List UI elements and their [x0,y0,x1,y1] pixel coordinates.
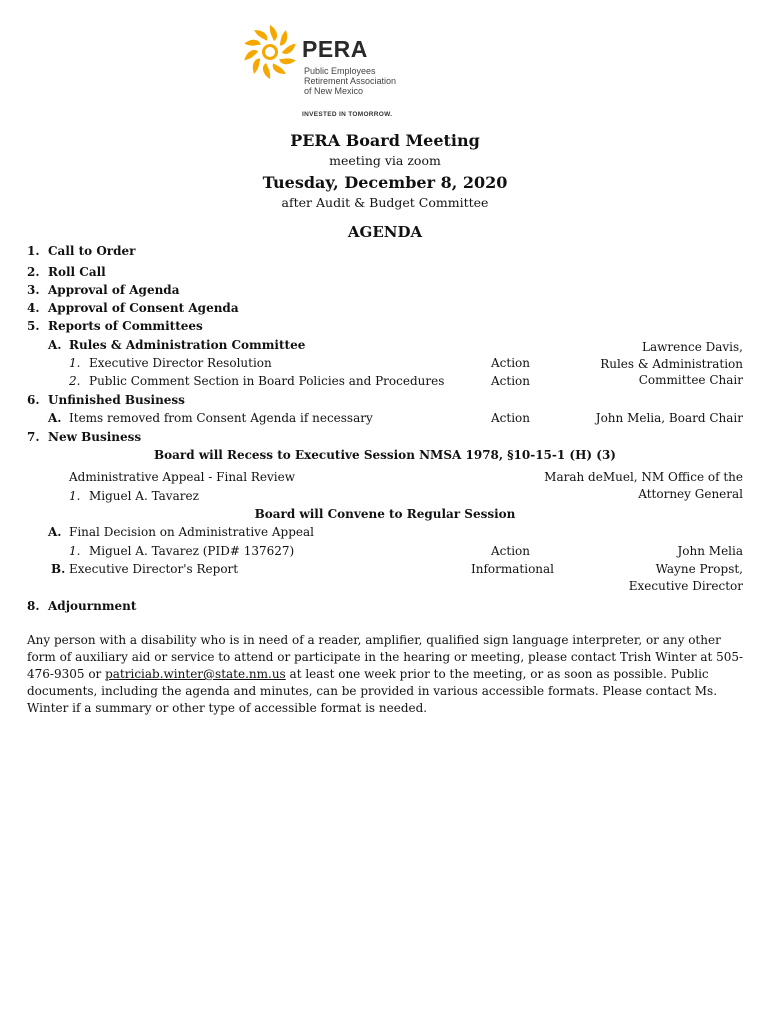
item-7b-presenter [629,561,743,594]
item-7b-label: Executive Director's Report [69,562,239,576]
reconvene-notice: Board will Convene to Regular Session [254,507,516,521]
item-2-number: 2. [27,265,40,279]
item-2-label: Roll Call [48,265,106,279]
item-7b-action: Informational [471,562,555,576]
item-7a1-number: 1. [69,544,81,558]
item-8-number: 8. [27,599,40,613]
item-7a-letter: A. [48,525,62,539]
item-6a-label: Items removed from Consent Agenda if necessary [69,411,373,425]
agenda-heading: AGENDA [347,223,423,241]
logo-line-1: Public Employees [304,66,376,76]
presenter-line: Attorney General [638,486,743,501]
presenter-line: Wayne Propst, [655,562,743,576]
accessibility-notice [27,632,747,717]
item-6a-action: Action [491,411,530,425]
notice-text-2: at least one week prior to the meeting, or as soon as possible. Public documents, including the agenda and minutes, can be provided in various accessible formats. Please contact Ms. Winter if a summary or other type of accessible format is needed. [27,667,718,715]
logo-line-2: Retirement Association [304,76,397,86]
item-5-number: 5. [27,319,40,333]
presenter-line: Committee Chair [638,373,743,387]
item-7b-letter: B. [51,562,66,576]
item-5a2-label: Public Comment Section in Board Policies and Procedures [89,374,445,388]
logo-tagline: INVESTED IN TOMORROW. [302,111,393,118]
presenter-line: Marah deMuel, NM Office of the [544,470,743,484]
item-5a-letter: A. [48,338,62,352]
item-5-label: Reports of Committees [48,319,203,333]
appeal-presenter [544,469,743,502]
presenter-line: Executive Director [628,578,743,593]
item-5a1-action: Action [491,356,530,370]
item-7a1-action: Action [491,544,530,558]
item-5a-label: Rules & Administration Committee [69,338,306,352]
contact-email-link[interactable]: patriciab.winter@state.nm.us [105,667,286,681]
item-6-number: 6. [27,393,40,407]
meeting-title: PERA Board Meeting [290,131,480,150]
item-4-label: Approval of Consent Agenda [48,301,239,315]
item-8-label: Adjournment [48,599,137,613]
item-7a1-label: Miguel A. Tavarez (PID# 137627) [89,544,295,558]
logo-line-3: of New Mexico [304,86,364,96]
recess-notice: Board will Recess to Executive Session NMSA 1978, §10-15-1 (H) (3) [154,448,616,462]
item-6a-presenter: John Melia, Board Chair [595,411,743,425]
item-5a2-action: Action [491,374,530,388]
item-6-label: Unfinished Business [48,393,185,407]
item-4-number: 4. [27,301,40,315]
item-5a1-number: 1. [69,356,81,370]
appeal-sub-number: 1. [69,489,81,503]
meeting-after: after Audit & Budget Committee [281,195,489,210]
logo-name: PERA [302,36,368,62]
notice-text-1: Any person with a disability who is in need of a reader, amplifier, qualified sign language interpreter, or any other form of auxiliary aid or service to attend or participate in the hearing or meeting, please contact Trish Winter at 505-476-9305 or [27,633,744,681]
presenter-line: Rules & Administration [600,356,743,371]
item-7-number: 7. [27,430,40,444]
item-7a-label: Final Decision on Administrative Appeal [69,525,314,539]
item-1-label: Call to Order [48,244,136,258]
item-6a-letter: A. [48,411,62,425]
item-7-label: New Business [48,430,142,444]
item-3-number: 3. [27,283,40,297]
item-5a-presenter [600,339,743,389]
item-5a1-label: Executive Director Resolution [89,356,272,370]
appeal-sub-label: Miguel A. Tavarez [89,489,199,503]
sun-icon [242,24,298,80]
presenter-line: Lawrence Davis, [642,340,743,354]
meeting-date: Tuesday, December 8, 2020 [262,173,508,192]
item-7a1-presenter: John Melia [677,544,743,558]
item-1-number: 1. [27,244,40,258]
item-3-label: Approval of Agenda [48,283,180,297]
meeting-subtitle: meeting via zoom [329,153,441,168]
item-5a2-number: 2. [69,374,81,388]
pera-logo [242,24,298,80]
appeal-label: Administrative Appeal - Final Review [69,470,295,484]
